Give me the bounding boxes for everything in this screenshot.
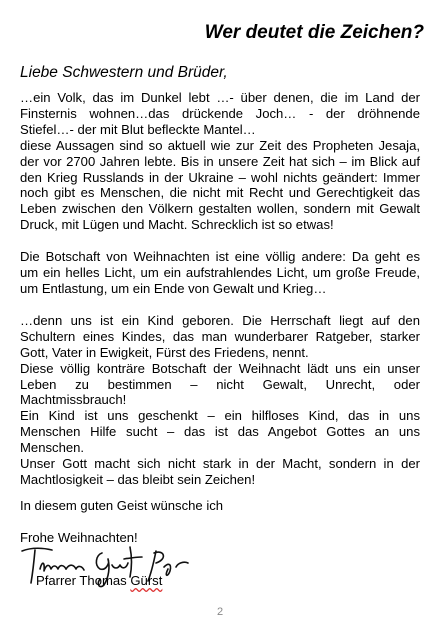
text-line: der vor 2700 Jahren lebte. Bis in unsere Zeit hat sich – im Blick auf [20, 153, 420, 169]
text-line: …denn uns ist ein Kind geboren. Die Herrschaft liegt auf den [20, 312, 420, 328]
text-line: noch gibt es Menschen, die nicht mit Recht und Gerechtigkeit das [20, 185, 420, 201]
text-line: Finsternis wohnen…das drückende Joch… - der dröhnende [20, 105, 420, 121]
text-line: Unser Gott macht sich nicht stark in der Macht, sondern in der [20, 456, 420, 472]
text-line: Druck, mit Lügen und Macht. Schrecklich ist so etwas! [20, 217, 334, 233]
page-title: Wer deutet die Zeichen? [204, 22, 424, 43]
text-line: Menschen Hilfe sucht – das ist das Angebot Gottes an uns [20, 424, 420, 440]
letter-body [20, 90, 420, 488]
closing-wish: In diesem guten Geist wünsche ich [20, 498, 224, 513]
text-line: Diese völlig konträre Botschaft der Weihnacht lädt uns ein unser [20, 360, 420, 376]
greeting: Liebe Schwestern und Brüder, [20, 64, 228, 81]
text-line: Machtlosigkeit – das bleibt sein Zeichen! [20, 471, 256, 487]
text-line: Menschen. [20, 440, 85, 456]
page-number: 2 [216, 606, 224, 618]
signature-name [36, 573, 162, 588]
signature-name-prefix: Pfarrer Thomas [36, 573, 131, 588]
text-line: Stiefel…- der mit Blut befleckte Mantel… [20, 121, 256, 137]
closing-greeting: Frohe Weihnachten! [20, 530, 138, 545]
paragraph-2 [20, 249, 420, 297]
text-line: Gott, Vater in Ewigkeit, Fürst des Friedens, nennt. [20, 344, 309, 360]
text-line: Die Botschaft von Weihnachten ist eine völlig andere: Da geht es [20, 249, 420, 265]
text-line: Machtmissbrauch! [20, 392, 127, 408]
text-line: diese Aussagen sind so aktuell wie zur Zeit des Propheten Jesaja, [20, 137, 420, 153]
text-line: Ein Kind ist uns geschenkt – ein hilfloses Kind, das in uns [20, 408, 420, 424]
signature-name-surname: Gürst [130, 573, 163, 588]
text-line: Leben zu bestimmen – nicht Gewalt, Unrecht, oder [20, 376, 420, 392]
text-line: den Krieg Russlands in der Ukraine – wohl nichts geändert: Immer [20, 169, 420, 185]
text-line: Leben zwischen den Völkern gestalten wollen, sondern mit Gewalt [20, 201, 420, 217]
text-line: um Entlastung, um ein Ende von Gewalt und Krieg… [20, 280, 327, 296]
text-line: …ein Volk, das im Dunkel lebt …- über denen, die im Land der [20, 90, 420, 105]
paragraph-1 [20, 90, 420, 233]
text-line: um ein helles Licht, um ein aufstrahlendes Licht, um große Freude, [20, 265, 420, 281]
text-line: Schultern eines Kindes, das man wunderbarer Ratgeber, starker [20, 328, 420, 344]
paragraph-3 [20, 313, 420, 488]
